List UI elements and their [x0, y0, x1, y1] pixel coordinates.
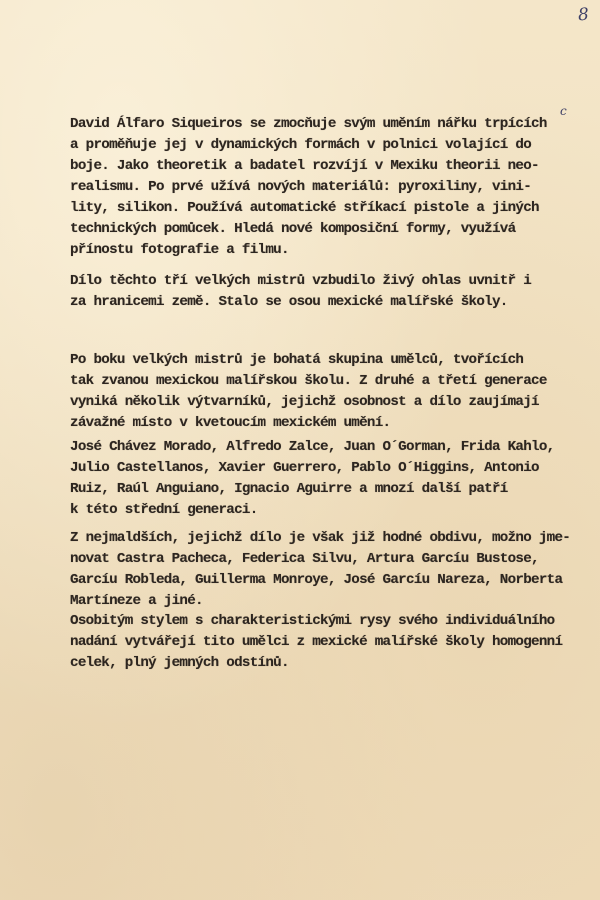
handwritten-correction: c — [560, 104, 567, 118]
text-line: Z nejmaldších, jejichž dílo je však již hodné obdivu, možno jme- — [70, 530, 571, 546]
text-line: Garcíu Robleda, Guillerma Monroye, José Garcíu Nareza, Norberta — [70, 572, 563, 588]
text-line: a proměňuje jej v dynamických formách v polnici volající do — [70, 137, 532, 153]
text-line: Osobitým stylem s charakteristickými rysy svého individuálního — [70, 613, 555, 629]
text-line: technických pomůcek. Hledá nové komposiční formy, využívá — [70, 221, 516, 237]
page-number: 8 — [577, 4, 590, 26]
text-line: lity, silikon. Používá automatické stříkací pistole a jiných — [70, 200, 539, 216]
text-line: realismu. Po prvé užívá nových materiálů: pyroxiliny, vini- — [70, 179, 532, 195]
text-line: celek, plný jemných odstínů. — [70, 655, 289, 671]
text-line: Dílo těchto tří velkých mistrů vzbudilo živý ohlas uvnitř i — [70, 273, 532, 289]
text-line: k této střední generaci. — [70, 502, 258, 518]
text-line: za hranicemi země. Stalo se osou mexické malířské školy. — [70, 294, 508, 310]
text-line: nadání vytvářejí tito umělci z mexické malířské školy homogenní — [70, 634, 563, 650]
text-line: tak zvanou mexickou malířskou školu. Z druhé a třetí generace — [70, 373, 547, 389]
text-line: závažné místo v kvetoucím mexickém umění. — [70, 415, 391, 431]
text-line: José Chávez Morado, Alfredo Zalce, Juan O´Gorman, Frida Kahlo, — [70, 439, 555, 455]
text-line: boje. Jako theoretik a badatel rozvíjí v Mexiku theorii neo- — [70, 158, 539, 174]
text-line: Martíneze a jiné. — [70, 593, 203, 609]
text-line: Julio Castellanos, Xavier Guerrero, Pablo O´Higgins, Antonio — [70, 460, 539, 476]
text-line: Ruiz, Raúl Anguiano, Ignacio Aguirre a mnozí další patří — [70, 481, 508, 497]
text-line: vyniká několik výtvarníků, jejichž osobnost a dílo zaujímají — [70, 394, 539, 410]
text-line: novat Castra Pacheca, Federica Silvu, Artura Garcíu Bustose, — [70, 551, 539, 567]
text-line: přínostu fotografie a filmu. — [70, 242, 289, 258]
text-line: David Álfaro Siqueiros se zmocňuje svým uměním nářku trpících — [70, 116, 547, 132]
text-line: Po boku velkých mistrů je bohatá skupina umělců, tvořících — [70, 352, 524, 368]
